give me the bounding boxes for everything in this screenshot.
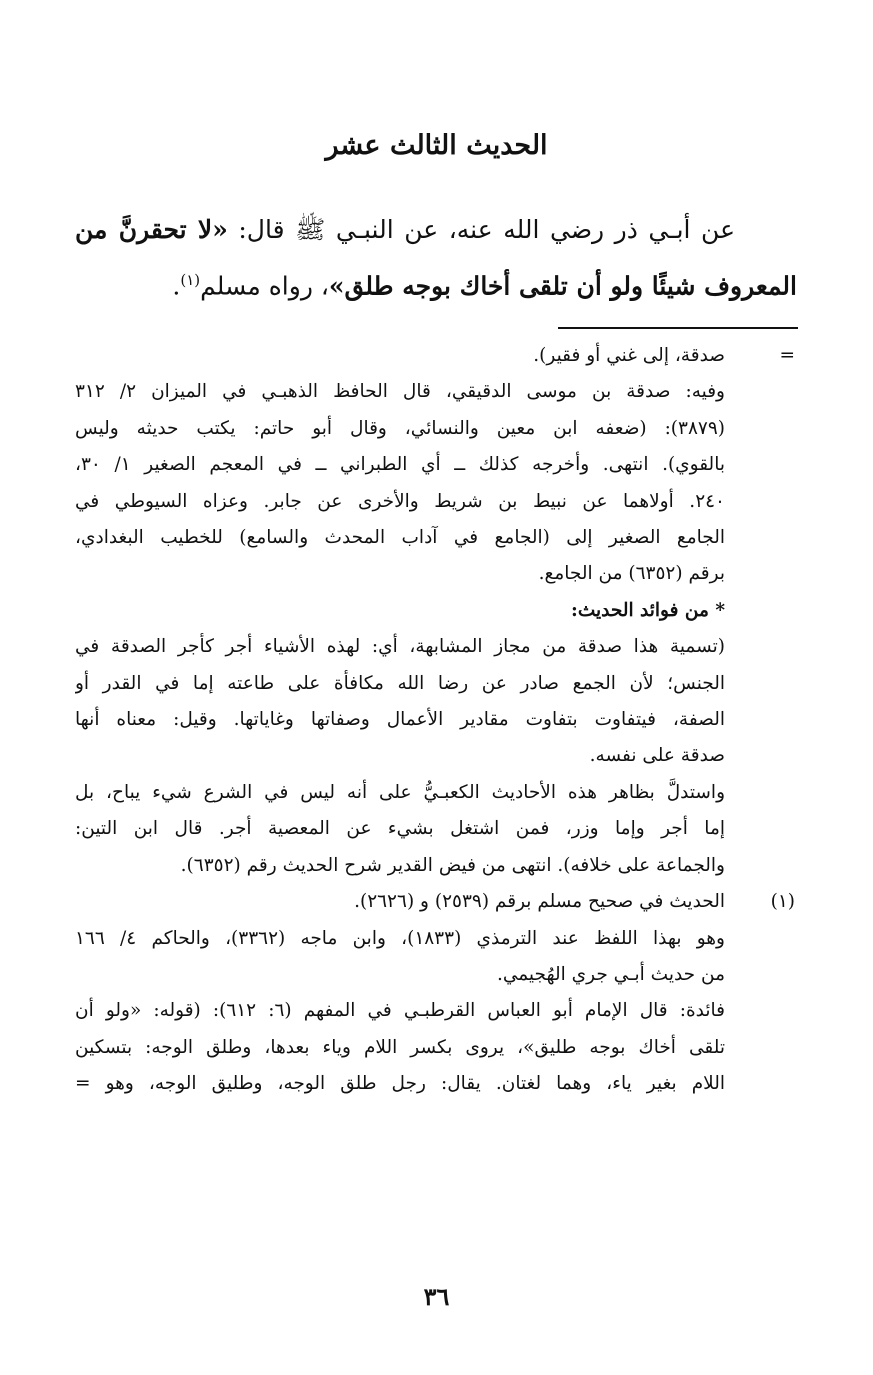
- footnote-separator: [558, 327, 798, 329]
- note-line: [75, 593, 795, 629]
- hadith-end: .: [172, 271, 181, 301]
- note-line: [75, 447, 795, 483]
- note-line-text: اللام بغير ياء، وهما لغتان. يقال: رجل طلق الوجه، وطليق الوجه، وهو =: [75, 1073, 725, 1095]
- note-line: [75, 484, 795, 520]
- continuation-marker: =: [779, 345, 795, 366]
- note-line: [75, 884, 795, 920]
- note-line: [75, 411, 795, 447]
- page-number: ٣٦: [423, 1282, 450, 1311]
- hadith-quote: «لا تحقرنَّ من المعروف شيئًا ولو أن تلقى أخاك بوجه طلق»: [75, 215, 797, 301]
- footnote-ref: (١): [180, 271, 201, 289]
- note-line-text: ٢٤٠. أولاهما عن نبيط بن شريط والأخرى عن جابر. وعزاه السيوطي في: [75, 490, 725, 512]
- note-line: [75, 556, 795, 592]
- note-line-text: الجنس؛ لأن الجمع صادر عن رضا الله مكافأة على طاعته إما في القدر أو: [75, 672, 725, 694]
- note-line: [75, 702, 795, 738]
- note-line-text: (٣٨٧٩): (ضعفه ابن معين والنسائي، وقال أبو حاتم: يكتب حديثه وليس: [75, 417, 725, 439]
- note-line: [75, 520, 795, 556]
- hadith-intro: عن أبـي ذر رضي الله عنه، عن النبـي ﷺ قال:: [227, 215, 735, 244]
- note-line: [75, 848, 795, 884]
- note-line: [75, 338, 795, 374]
- note-line: [75, 1030, 795, 1066]
- note-line: [75, 738, 795, 774]
- note-line-text: وفيه: صدقة بن موسى الدقيقي، قال الحافظ الذهبـي في الميزان ٢/ ٣١٢: [75, 381, 725, 403]
- benefits-heading: * من فوائد الحديث:: [571, 599, 725, 621]
- hadith-source: ، رواه مسلم: [200, 271, 329, 301]
- note-line: [75, 1066, 795, 1102]
- note-line-text: والجماعة على خلافه). انتهى من فيض القدير شرح الحديث رقم (٦٣٥٢).: [180, 854, 725, 876]
- note-line-text: تلقى أخاك بوجه طليق»، يروى بكسر اللام وياء بعدها، وطلق الوجه: بتسكين: [75, 1036, 725, 1058]
- note-line: [75, 666, 795, 702]
- note-line: [75, 374, 795, 410]
- note-line-text: بالقوي). انتهى. وأخرجه كذلك ــ أي الطبراني ــ في المعجم الصغير ١/ ٣٠،: [75, 454, 725, 476]
- note-line-text: واستدلَّ بظاهر هذه الأحاديث الكعبـيُّ على أنه ليس في الشرع شيء يباح، بل: [75, 781, 725, 803]
- note-line-text: (تسمية هذا صدقة من مجاز المشابهة، أي: لهذه الأشياء أجر كأجر الصدقة في: [75, 636, 725, 658]
- note-line: [75, 993, 795, 1029]
- footnote-marker: (١): [770, 891, 795, 913]
- note-line-text: الجامع الصغير إلى (الجامع في آداب المحدث والسامع) للخطيب البغدادي،: [75, 527, 725, 549]
- note-line: [75, 811, 795, 847]
- note-line-text: من حديث أبـي جري الهُجيمي.: [496, 963, 725, 985]
- note-line-text: برقم (٦٣٥٢) من الجامع.: [538, 563, 725, 585]
- note-line-text: إما أجر وإما وزر، فمن اشتغل بشيء عن المعصية أجر. قال ابن التين:: [75, 818, 725, 840]
- note-line-text: الصفة، فيتفاوت بتفاوت مقادير الأعمال وصفاتها وغاياتها. وقيل: معناه أنها: [75, 709, 725, 731]
- note-line-text: الحديث في صحيح مسلم برقم (٢٥٣٩) و (٢٦٢٦).: [354, 891, 725, 913]
- note-line: [75, 629, 795, 665]
- note-line: [75, 775, 795, 811]
- note-line-text: صدقة، إلى غني أو فقير).: [533, 345, 725, 366]
- note-line-text: صدقة على نفسه.: [589, 745, 725, 767]
- page-title: الحديث الثالث عشر: [325, 130, 548, 161]
- footnotes: [75, 338, 795, 1103]
- note-line-text: وهو بهذا اللفظ عند الترمذي (١٨٣٣)، وابن ماجه (٣٣٦٢)، والحاكم ٤/ ١٦٦: [75, 927, 725, 949]
- note-line-text: فائدة: قال الإمام أبو العباس القرطبـي في المفهم (٦: ٦١٢): (قوله: «ولو أن: [75, 1000, 725, 1022]
- note-line: [75, 921, 795, 957]
- note-line: [75, 957, 795, 993]
- hadith-text: [75, 205, 797, 311]
